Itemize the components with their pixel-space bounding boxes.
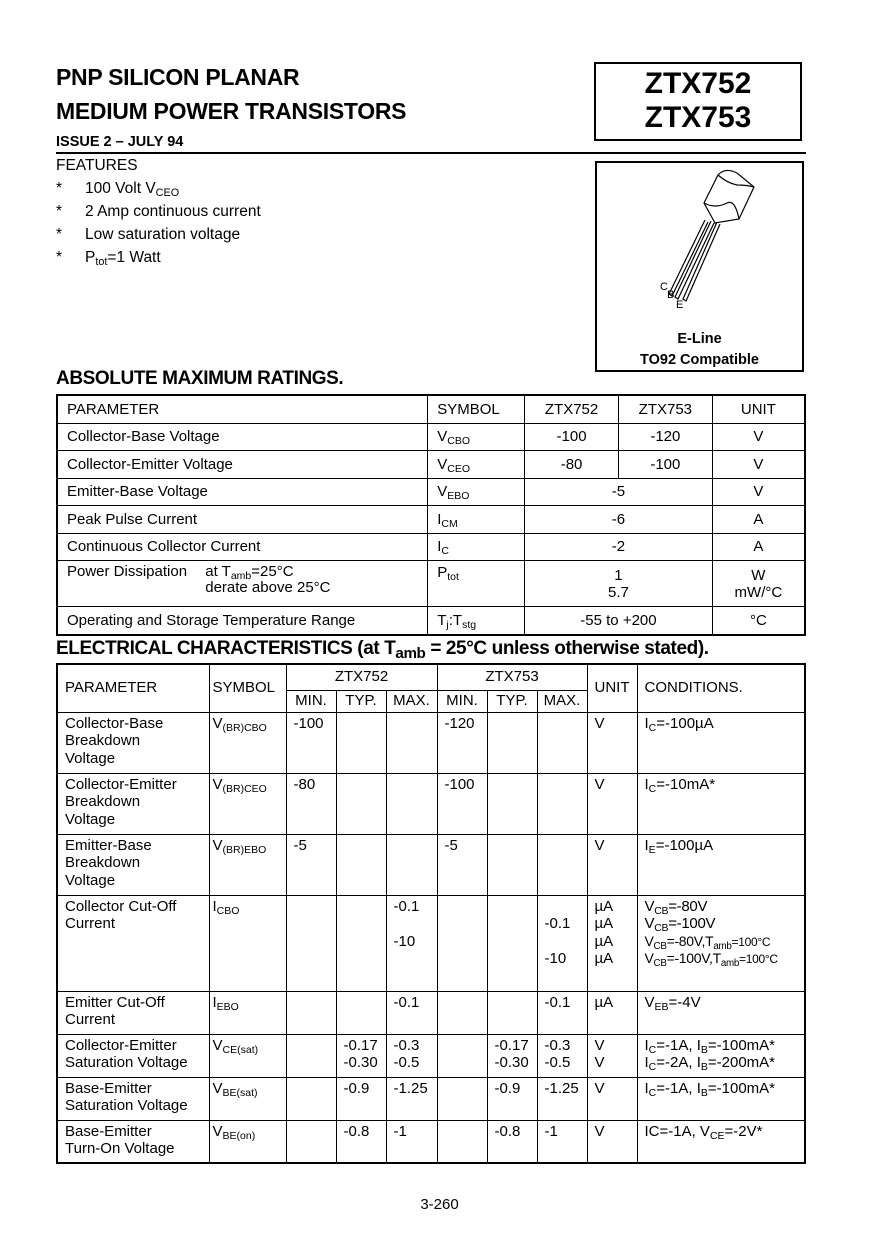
- svg-text:B: B: [667, 289, 675, 301]
- table-row: Power Dissipation at $T_{amb}=25^\circ C$ derate above 25°C $P_{tot}$ 1 5.7 W mW/°C: [57, 561, 805, 607]
- svg-text:E: E: [676, 299, 684, 311]
- table-subheader-row: MIN. TYP. MAX. MIN. TYP. MAX.: [57, 690, 805, 712]
- electrical-table: [56, 663, 806, 1164]
- table-row: Emitter-Base Voltage $V_{EBO}$ -5 V: [57, 478, 805, 506]
- table-row: Collector-Base Breakdown Voltage $V_{(BR)CBO}$ -100 -120 V $I_C=-100\mu A$: [57, 712, 805, 773]
- table-row: Emitter Cut-Off Current $I_{EBO}$ -0.1 -0.1 µA $V_{EB}=-4V$: [57, 991, 805, 1034]
- package-compat: TO92 Compatible: [640, 352, 759, 368]
- abs-max-table: [56, 394, 806, 636]
- table-row: Base-Emitter Saturation Voltage $V_{BE(sat)}$ -0.9 -1.25 -0.9 -1.25 V $I_C=-1A$, $I_B=-100mA*$: [57, 1077, 805, 1120]
- feature-item: * 100 Volt $V_{CEO}$: [56, 180, 180, 199]
- table-row: Collector-Base Voltage $V_{CBO}$ -100 -120 V: [57, 423, 805, 451]
- table-row: Operating and Storage Temperature Range $T_j:T_{stg}$ -55 to +200 °C: [57, 607, 805, 635]
- svg-text:C: C: [660, 281, 668, 293]
- electrical-heading: ELECTRICAL CHARACTERISTICS (at $T_{amb} = 25^\circ C$ unless otherwise stated).: [56, 638, 709, 662]
- table-row: Emitter-Base Breakdown Voltage $V_{(BR)EBO}$ -5 -5 V $I_E=-100\mu A$: [57, 834, 805, 895]
- table-header-row: PARAMETER SYMBOL ZTX752 ZTX753 UNIT CONDITIONS.: [57, 664, 805, 690]
- part-number-box: [594, 62, 802, 141]
- table-row: Collector-Emitter Voltage $V_{CEO}$ -80 -100 V: [57, 451, 805, 479]
- part-number-2: ZTX753: [644, 101, 752, 134]
- feature-item: * $P_{tot}=1$ Watt: [56, 249, 161, 268]
- table-row: Base-Emitter Turn-On Voltage $V_{BE(on)}$ -0.8 -1 -0.8 -1 V IC=-1A, $V_{CE}=-2V*$: [57, 1120, 805, 1163]
- table-row: Continuous Collector Current $I_C$ -2 A: [57, 533, 805, 561]
- header-rule: [56, 152, 806, 154]
- table-row: Collector-Emitter Saturation Voltage $V_{CE(sat)}$ -0.17 -0.30 -0.3 -0.5 -0.17 -0.30 -0.3 -0.5 V V $I_C=-1A$, $I_B=-100mA*$ $I_C=-2A$, $I_B=-200mA*$: [57, 1034, 805, 1077]
- page-number: 3-260: [420, 1196, 459, 1213]
- issue-date: ISSUE 2 – JULY 94: [56, 134, 184, 150]
- table-header-row: PARAMETER SYMBOL ZTX752 ZTX753 UNIT: [57, 395, 805, 423]
- table-row: Collector Cut-Off Current $I_{CBO}$ -0.1 -10 -0.1 -10 µA µA µA µA $V_{CB}=-80V$ $V_{CB}=-100V$ $V_{CB}=-80V,T_{amb}=100^\circ C$ $V_{CB}=-100V,T_{amb}=100^\circ C$: [57, 895, 805, 991]
- feature-item: * 2 Amp continuous current: [56, 203, 261, 220]
- features-heading: FEATURES: [56, 157, 138, 174]
- package-name: E-Line: [677, 331, 722, 347]
- abs-max-heading: ABSOLUTE MAXIMUM RATINGS.: [56, 368, 344, 389]
- table-row: Collector-Emitter Breakdown Voltage $V_{(BR)CEO}$ -80 -100 V $I_C=-10mA*$: [57, 773, 805, 834]
- title-line-1: PNP SILICON PLANAR: [56, 64, 300, 90]
- table-row: Peak Pulse Current $I_{CM}$ -6 A: [57, 506, 805, 534]
- part-number-1: ZTX752: [644, 67, 752, 100]
- package-box: [595, 161, 804, 372]
- feature-item: * Low saturation voltage: [56, 226, 241, 243]
- title-line-2: MEDIUM POWER TRANSISTORS: [56, 98, 407, 124]
